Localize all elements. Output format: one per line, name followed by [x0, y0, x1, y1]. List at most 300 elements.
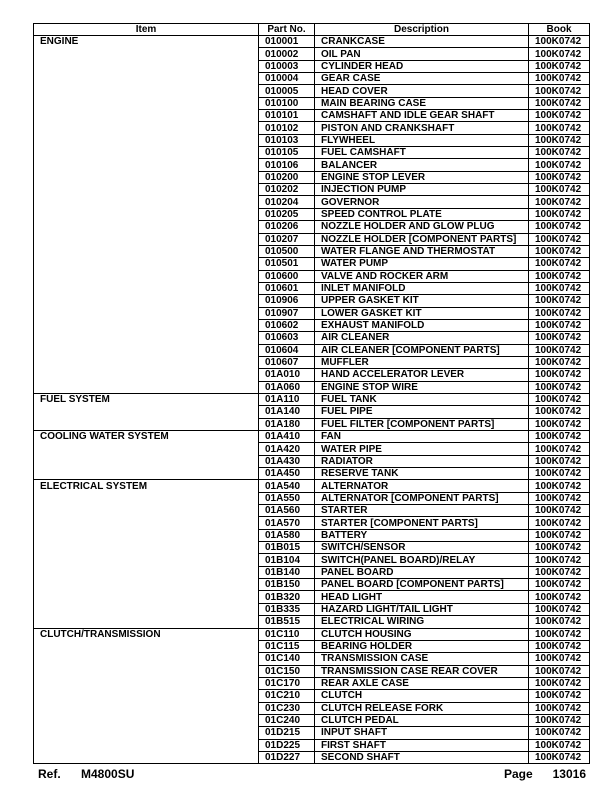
description-cell: AIR CLEANER [COMPONENT PARTS] [315, 344, 529, 356]
item-cell [34, 677, 259, 689]
table-row [34, 36, 590, 48]
book-cell: 100K0742 [529, 369, 590, 381]
part-no-cell: 01C210 [259, 690, 315, 702]
description-cell: STARTER [COMPONENT PARTS] [315, 517, 529, 529]
book-cell: 100K0742 [529, 628, 590, 640]
book-cell: 100K0742 [529, 529, 590, 541]
table-row [34, 529, 590, 541]
part-no-cell: 010207 [259, 233, 315, 245]
description-cell: WATER PUMP [315, 258, 529, 270]
table-row [34, 73, 590, 85]
description-cell: INPUT SHAFT [315, 727, 529, 739]
part-no-cell: 010601 [259, 282, 315, 294]
item-cell: ENGINE [34, 36, 259, 48]
item-cell [34, 307, 259, 319]
description-cell: FUEL TANK [315, 393, 529, 405]
column-header-item: Item [34, 24, 259, 36]
book-cell: 100K0742 [529, 270, 590, 282]
item-cell [34, 233, 259, 245]
table-row [34, 554, 590, 566]
part-no-cell: 01B015 [259, 542, 315, 554]
item-cell [34, 517, 259, 529]
table-row [34, 714, 590, 726]
table-row [34, 344, 590, 356]
book-cell: 100K0742 [529, 653, 590, 665]
table-row [34, 171, 590, 183]
table-row [34, 307, 590, 319]
item-cell [34, 616, 259, 628]
book-cell: 100K0742 [529, 122, 590, 134]
part-no-cell: 01A580 [259, 529, 315, 541]
item-cell [34, 319, 259, 331]
part-no-cell: 010906 [259, 295, 315, 307]
table-row [34, 603, 590, 615]
description-cell: SWITCH/SENSOR [315, 542, 529, 554]
description-cell: FLYWHEEL [315, 134, 529, 146]
item-cell [34, 603, 259, 615]
item-cell: COOLING WATER SYSTEM [34, 431, 259, 443]
part-no-cell: 010101 [259, 110, 315, 122]
description-cell: CAMSHAFT AND IDLE GEAR SHAFT [315, 110, 529, 122]
book-cell: 100K0742 [529, 591, 590, 603]
part-no-cell: 010603 [259, 332, 315, 344]
description-cell: PISTON AND CRANKSHAFT [315, 122, 529, 134]
description-cell: STARTER [315, 505, 529, 517]
book-cell: 100K0742 [529, 73, 590, 85]
item-cell [34, 184, 259, 196]
table-row [34, 196, 590, 208]
book-cell: 100K0742 [529, 603, 590, 615]
description-cell: RADIATOR [315, 455, 529, 467]
book-cell: 100K0742 [529, 505, 590, 517]
description-cell: FUEL PIPE [315, 406, 529, 418]
description-cell: AIR CLEANER [315, 332, 529, 344]
item-cell [34, 282, 259, 294]
item-cell [34, 406, 259, 418]
table-body [34, 36, 590, 764]
table-row [34, 406, 590, 418]
book-cell: 100K0742 [529, 542, 590, 554]
item-cell [34, 443, 259, 455]
part-no-cell: 01A060 [259, 381, 315, 393]
part-no-cell: 01B515 [259, 616, 315, 628]
book-cell: 100K0742 [529, 282, 590, 294]
table-row [34, 258, 590, 270]
part-no-cell: 010100 [259, 97, 315, 109]
item-cell [34, 159, 259, 171]
table-row [34, 332, 590, 344]
book-cell: 100K0742 [529, 492, 590, 504]
description-cell: NOZZLE HOLDER [COMPONENT PARTS] [315, 233, 529, 245]
part-no-cell: 010907 [259, 307, 315, 319]
table-row [34, 282, 590, 294]
description-cell: WATER PIPE [315, 443, 529, 455]
book-cell: 100K0742 [529, 48, 590, 60]
table-row [34, 85, 590, 97]
item-cell [34, 196, 259, 208]
item-cell [34, 134, 259, 146]
item-cell [34, 554, 259, 566]
part-no-cell: 01C150 [259, 665, 315, 677]
item-cell [34, 110, 259, 122]
book-cell: 100K0742 [529, 517, 590, 529]
book-cell: 100K0742 [529, 233, 590, 245]
table-row [34, 702, 590, 714]
table-row [34, 431, 590, 443]
part-no-cell: 01A110 [259, 393, 315, 405]
item-cell [34, 665, 259, 677]
part-no-cell: 01A180 [259, 418, 315, 430]
table-row [34, 319, 590, 331]
book-cell: 100K0742 [529, 134, 590, 146]
part-no-cell: 01A550 [259, 492, 315, 504]
description-cell: UPPER GASKET KIT [315, 295, 529, 307]
book-cell: 100K0742 [529, 381, 590, 393]
table-row [34, 468, 590, 480]
book-cell: 100K0742 [529, 258, 590, 270]
description-cell: MAIN BEARING CASE [315, 97, 529, 109]
table-row [34, 739, 590, 751]
book-cell: 100K0742 [529, 332, 590, 344]
table-row [34, 492, 590, 504]
part-no-cell: 010602 [259, 319, 315, 331]
item-cell [34, 566, 259, 578]
description-cell: ALTERNATOR [315, 480, 529, 492]
part-no-cell: 01A430 [259, 455, 315, 467]
page-label: Page [504, 767, 533, 781]
item-cell [34, 369, 259, 381]
part-no-cell: 010501 [259, 258, 315, 270]
part-no-cell: 010205 [259, 208, 315, 220]
table-row [34, 369, 590, 381]
table-row [34, 455, 590, 467]
book-cell: 100K0742 [529, 431, 590, 443]
part-no-cell: 010105 [259, 147, 315, 159]
item-cell: CLUTCH/TRANSMISSION [34, 628, 259, 640]
table-row [34, 208, 590, 220]
table-row [34, 295, 590, 307]
description-cell: SECOND SHAFT [315, 751, 529, 763]
description-cell: BALANCER [315, 159, 529, 171]
item-cell [34, 492, 259, 504]
book-cell: 100K0742 [529, 184, 590, 196]
book-cell: 100K0742 [529, 690, 590, 702]
item-cell [34, 245, 259, 257]
table-row [34, 245, 590, 257]
table-row [34, 579, 590, 591]
item-cell [34, 85, 259, 97]
description-cell: TRANSMISSION CASE [315, 653, 529, 665]
book-cell: 100K0742 [529, 196, 590, 208]
description-cell: PANEL BOARD [315, 566, 529, 578]
part-no-cell: 01B104 [259, 554, 315, 566]
table-row [34, 356, 590, 368]
column-header-part-no: Part No. [259, 24, 315, 36]
description-cell: WATER FLANGE AND THERMOSTAT [315, 245, 529, 257]
part-no-cell: 01C230 [259, 702, 315, 714]
item-cell [34, 73, 259, 85]
table-row [34, 48, 590, 60]
item-cell [34, 344, 259, 356]
part-no-cell: 01A560 [259, 505, 315, 517]
description-cell: ALTERNATOR [COMPONENT PARTS] [315, 492, 529, 504]
description-cell: FAN [315, 431, 529, 443]
part-no-cell: 010005 [259, 85, 315, 97]
table-row [34, 616, 590, 628]
item-cell [34, 147, 259, 159]
part-no-cell: 010003 [259, 60, 315, 72]
table-row [34, 184, 590, 196]
book-cell: 100K0742 [529, 171, 590, 183]
part-no-cell: 01B150 [259, 579, 315, 591]
book-cell: 100K0742 [529, 665, 590, 677]
book-cell: 100K0742 [529, 455, 590, 467]
part-no-cell: 01B335 [259, 603, 315, 615]
item-cell [34, 751, 259, 763]
part-no-cell: 01A410 [259, 431, 315, 443]
book-cell: 100K0742 [529, 579, 590, 591]
item-cell [34, 221, 259, 233]
description-cell: MUFFLER [315, 356, 529, 368]
table-row [34, 110, 590, 122]
part-no-cell: 01A540 [259, 480, 315, 492]
book-cell: 100K0742 [529, 566, 590, 578]
part-no-cell: 01C140 [259, 653, 315, 665]
table-row [34, 233, 590, 245]
book-cell: 100K0742 [529, 418, 590, 430]
part-no-cell: 010600 [259, 270, 315, 282]
description-cell: BEARING HOLDER [315, 640, 529, 652]
item-cell [34, 579, 259, 591]
part-no-cell: 01D227 [259, 751, 315, 763]
table-row [34, 505, 590, 517]
item-cell [34, 418, 259, 430]
table-row [34, 640, 590, 652]
part-no-cell: 01C170 [259, 677, 315, 689]
book-cell: 100K0742 [529, 640, 590, 652]
book-cell: 100K0742 [529, 147, 590, 159]
book-cell: 100K0742 [529, 159, 590, 171]
item-cell [34, 727, 259, 739]
table-row [34, 480, 590, 492]
description-cell: TRANSMISSION CASE REAR COVER [315, 665, 529, 677]
table-row [34, 566, 590, 578]
table-row [34, 751, 590, 763]
table-row [34, 393, 590, 405]
item-cell [34, 332, 259, 344]
item-cell [34, 60, 259, 72]
table-row [34, 60, 590, 72]
table-row [34, 665, 590, 677]
description-cell: PANEL BOARD [COMPONENT PARTS] [315, 579, 529, 591]
table-row [34, 159, 590, 171]
table-row [34, 727, 590, 739]
table-row [34, 381, 590, 393]
item-cell [34, 455, 259, 467]
book-cell: 100K0742 [529, 714, 590, 726]
book-cell: 100K0742 [529, 406, 590, 418]
item-cell [34, 714, 259, 726]
description-cell: CLUTCH PEDAL [315, 714, 529, 726]
part-no-cell: 010604 [259, 344, 315, 356]
book-cell: 100K0742 [529, 702, 590, 714]
part-no-cell: 01B140 [259, 566, 315, 578]
book-cell: 100K0742 [529, 356, 590, 368]
table-row [34, 690, 590, 702]
description-cell: FUEL CAMSHAFT [315, 147, 529, 159]
book-cell: 100K0742 [529, 344, 590, 356]
ref-value: M4800SU [81, 767, 135, 781]
part-no-cell: 010001 [259, 36, 315, 48]
description-cell: OIL PAN [315, 48, 529, 60]
book-cell: 100K0742 [529, 468, 590, 480]
part-no-cell: 01C115 [259, 640, 315, 652]
item-cell [34, 258, 259, 270]
table-row [34, 443, 590, 455]
part-no-cell: 01A570 [259, 517, 315, 529]
book-cell: 100K0742 [529, 554, 590, 566]
description-cell: EXHAUST MANIFOLD [315, 319, 529, 331]
part-no-cell: 010103 [259, 134, 315, 146]
item-cell [34, 505, 259, 517]
column-header-book: Book [529, 24, 590, 36]
book-cell: 100K0742 [529, 221, 590, 233]
description-cell: SPEED CONTROL PLATE [315, 208, 529, 220]
description-cell: CYLINDER HEAD [315, 60, 529, 72]
description-cell: CRANKCASE [315, 36, 529, 48]
description-cell: ENGINE STOP LEVER [315, 171, 529, 183]
item-cell [34, 295, 259, 307]
part-no-cell: 010607 [259, 356, 315, 368]
book-cell: 100K0742 [529, 739, 590, 751]
part-no-cell: 010202 [259, 184, 315, 196]
book-cell: 100K0742 [529, 480, 590, 492]
parts-index-table [33, 23, 590, 764]
item-cell [34, 690, 259, 702]
part-no-cell: 01A420 [259, 443, 315, 455]
description-cell: INJECTION PUMP [315, 184, 529, 196]
part-no-cell: 01A140 [259, 406, 315, 418]
description-cell: LOWER GASKET KIT [315, 307, 529, 319]
item-cell [34, 171, 259, 183]
book-cell: 100K0742 [529, 727, 590, 739]
book-cell: 100K0742 [529, 85, 590, 97]
book-cell: 100K0742 [529, 319, 590, 331]
item-cell [34, 653, 259, 665]
description-cell: NOZZLE HOLDER AND GLOW PLUG [315, 221, 529, 233]
page-footer [38, 767, 586, 783]
item-cell [34, 529, 259, 541]
description-cell: FIRST SHAFT [315, 739, 529, 751]
table-row [34, 97, 590, 109]
description-cell: HAZARD LIGHT/TAIL LIGHT [315, 603, 529, 615]
part-no-cell: 01B320 [259, 591, 315, 603]
part-no-cell: 01D225 [259, 739, 315, 751]
part-no-cell: 010106 [259, 159, 315, 171]
column-header-description: Description [315, 24, 529, 36]
table-row [34, 517, 590, 529]
item-cell [34, 270, 259, 282]
description-cell: RESERVE TANK [315, 468, 529, 480]
item-cell [34, 468, 259, 480]
description-cell: ENGINE STOP WIRE [315, 381, 529, 393]
table-row [34, 628, 590, 640]
part-no-cell: 01D215 [259, 727, 315, 739]
description-cell: ELECTRICAL WIRING [315, 616, 529, 628]
description-cell: SWITCH(PANEL BOARD)/RELAY [315, 554, 529, 566]
description-cell: GEAR CASE [315, 73, 529, 85]
part-no-cell: 010500 [259, 245, 315, 257]
item-cell [34, 739, 259, 751]
item-cell [34, 702, 259, 714]
description-cell: CLUTCH RELEASE FORK [315, 702, 529, 714]
description-cell: HEAD LIGHT [315, 591, 529, 603]
description-cell: BATTERY [315, 529, 529, 541]
book-cell: 100K0742 [529, 208, 590, 220]
book-cell: 100K0742 [529, 307, 590, 319]
part-no-cell: 010004 [259, 73, 315, 85]
table-row [34, 221, 590, 233]
item-cell: ELECTRICAL SYSTEM [34, 480, 259, 492]
part-no-cell: 010200 [259, 171, 315, 183]
description-cell: CLUTCH [315, 690, 529, 702]
description-cell: HEAD COVER [315, 85, 529, 97]
item-cell [34, 48, 259, 60]
book-cell: 100K0742 [529, 36, 590, 48]
book-cell: 100K0742 [529, 443, 590, 455]
part-no-cell: 01A010 [259, 369, 315, 381]
table-row [34, 147, 590, 159]
book-cell: 100K0742 [529, 110, 590, 122]
table-row [34, 134, 590, 146]
book-cell: 100K0742 [529, 677, 590, 689]
item-cell [34, 640, 259, 652]
book-cell: 100K0742 [529, 97, 590, 109]
part-no-cell: 01C110 [259, 628, 315, 640]
book-cell: 100K0742 [529, 60, 590, 72]
part-no-cell: 010102 [259, 122, 315, 134]
book-cell: 100K0742 [529, 616, 590, 628]
item-cell [34, 356, 259, 368]
page-number: 13016 [552, 767, 586, 781]
description-cell: CLUTCH HOUSING [315, 628, 529, 640]
part-no-cell: 010206 [259, 221, 315, 233]
item-cell [34, 122, 259, 134]
part-no-cell: 010002 [259, 48, 315, 60]
description-cell: FUEL FILTER [COMPONENT PARTS] [315, 418, 529, 430]
part-no-cell: 01A450 [259, 468, 315, 480]
item-cell [34, 591, 259, 603]
description-cell: VALVE AND ROCKER ARM [315, 270, 529, 282]
book-cell: 100K0742 [529, 751, 590, 763]
part-no-cell: 01C240 [259, 714, 315, 726]
table-row [34, 418, 590, 430]
table-row [34, 270, 590, 282]
description-cell: REAR AXLE CASE [315, 677, 529, 689]
book-cell: 100K0742 [529, 245, 590, 257]
description-cell: GOVERNOR [315, 196, 529, 208]
book-cell: 100K0742 [529, 295, 590, 307]
description-cell: INLET MANIFOLD [315, 282, 529, 294]
description-cell: HAND ACCELERATOR LEVER [315, 369, 529, 381]
item-cell [34, 97, 259, 109]
item-cell [34, 381, 259, 393]
table-row [34, 677, 590, 689]
table-header-row [34, 24, 590, 36]
ref-label: Ref. [38, 767, 61, 781]
table-row [34, 122, 590, 134]
table-row [34, 542, 590, 554]
